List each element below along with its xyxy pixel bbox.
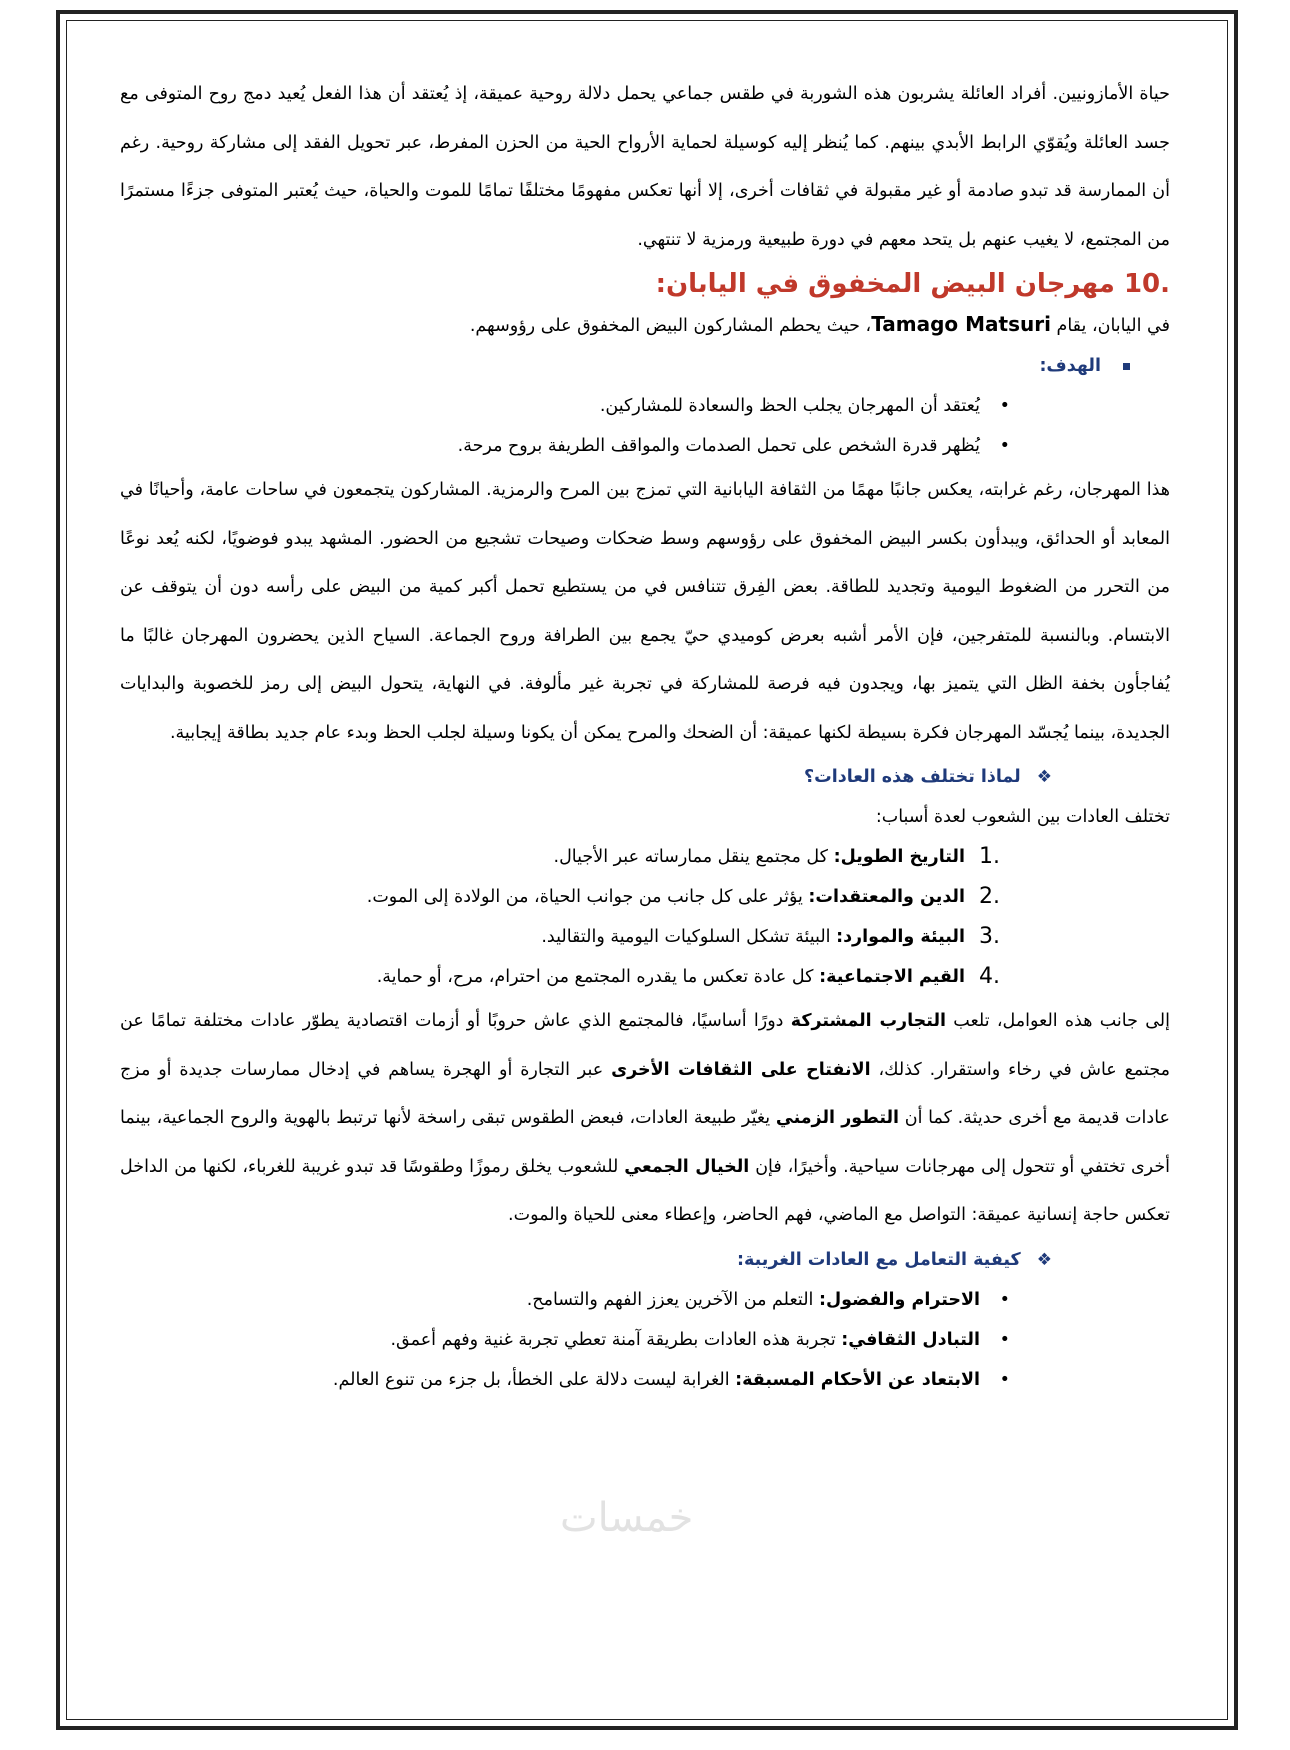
- paragraph-festival: هذا المهرجان، رغم غرابته، يعكس جانبًا مهمًا من الثقافة اليابانية التي تمزج بين المرح والرمزية. المشاركون يتجمعون في ساحات عامة، وأحيانًا في المعابد أو الحدائق، ويبدأون بكسر البيض المخفوق على رؤوسهم وسط ضحكات وصيحات تشجيع من الحضور. المشهد يبدو فوضويًا، لكنه يُعد نوعًا من التحرر من الضغوط اليومية وتجديد للطاقة. بعض الفِرق تتنافس في من يستطيع تحمل أكبر كمية من البيض على رأسه دون أن يتوقف عن الابتسام. وبالنسبة للمتفرجين، فإن الأمر أشبه بعرض كوميدي حيّ يجمع بين الطرافة وروح الجماعة. السياح الذين يحضرون المهرجان غالبًا ما يُفاجأون بخفة الظل التي يتميز بها، ويجدون فيه فرصة للمشاركة في تجربة غير مألوفة. في النهاية، يتحول البيض إلى رمز للخصوبة والبدايات الجديدة، بينما يُجسّد المهرجان فكرة بسيطة لكنها عميقة: أن الضحك والمرح يمكن أن يكونا وسيلة لجلب الحظ وبدء عام جديد بطاقة إيجابية.: [120, 480, 1170, 743]
- intro-text-start: في اليابان، يقام: [1050, 316, 1170, 336]
- item-number: 3.: [979, 924, 1000, 949]
- section-10-heading: [120, 264, 1170, 304]
- bold-term: التطور الزمني: [775, 1108, 900, 1128]
- text-run: إلى جانب هذه العوامل، تلعب: [946, 1011, 1170, 1031]
- item-label: البيئة والموارد:: [836, 927, 965, 947]
- bullet-icon: •: [999, 396, 1010, 416]
- item-label: التاريخ الطويل:: [833, 847, 965, 867]
- list-item: [120, 1360, 1170, 1400]
- square-bullet-icon: [1123, 363, 1130, 370]
- item-number: 2.: [979, 884, 1000, 909]
- text-run: عبر التجارة أو الهجرة يساهم في إدخال ممارسات جديدة أو مزج عادات قديمة مع أخرى حديثة. كما أن: [120, 1059, 1170, 1128]
- list-item: [120, 386, 1170, 426]
- list-item: [120, 1320, 1170, 1360]
- item-label: التبادل الثقافي:: [841, 1329, 980, 1350]
- diamond-bullet-icon: ❖: [1036, 1249, 1052, 1270]
- item-text: التعلم من الآخرين يعزز الفهم والتسامح.: [526, 1289, 819, 1310]
- bullet-icon: •: [999, 1289, 1010, 1310]
- why-intro: تختلف العادات بين الشعوب لعدة أسباب:: [875, 807, 1170, 827]
- watermark-logo: خمسات: [560, 1495, 694, 1541]
- bold-term: الخيال الجمعي: [624, 1156, 750, 1177]
- paragraph-factors: [120, 997, 1170, 1240]
- item-text: تجربة هذه العادات بطريقة آمنة تعطي تجربة غنية وفهم أعمق.: [390, 1329, 842, 1350]
- list-item: [120, 877, 1170, 917]
- goal-text: يُعتقد أن المهرجان يجلب الحظ والسعادة للمشاركين.: [599, 396, 980, 416]
- list-item: [120, 917, 1170, 957]
- item-number: 1.: [979, 844, 1000, 869]
- list-item: [120, 837, 1170, 877]
- document-body: [120, 70, 1170, 1400]
- section-title: مهرجان البيض المخفوق في اليابان:: [655, 269, 1115, 299]
- item-text: كل مجتمع ينقل ممارساته عبر الأجيال.: [553, 847, 834, 867]
- why-title: لماذا تختلف هذه العادات؟: [803, 767, 1021, 787]
- bold-term: التجارب المشتركة: [790, 1011, 947, 1031]
- goal-text: يُظهر قدرة الشخص على تحمل الصدمات والمواقف الطريفة بروح مرحة.: [457, 436, 980, 456]
- section-10-intro: [120, 304, 1170, 346]
- festival-name: Tamago Matsuri: [871, 312, 1051, 336]
- bullet-icon: •: [999, 1369, 1010, 1390]
- paragraph-amazon: حياة الأمازونيين. أفراد العائلة يشربون هذه الشوربة في طقس جماعي يحمل دلالة روحية عميقة، إذ يُعتقد أن هذا الفعل يُعيد دمج روح المتوفى مع جسد العائلة ويُقوّي الرابط الأبدي بينهم. كما يُنظر إليه كوسيلة لحماية الأرواح الحية من الحزن المفرط، عبر تحويل الفقد إلى مشاركة روحية. رغم أن الممارسة قد تبدو صادمة أو غير مقبولة في ثقافات أخرى، إلا أنها تعكس مفهومًا مختلفًا تمامًا للموت والحياة، حيث يُعتبر المتوفى جزءًا مستمرًا من المجتمع، لا يغيب عنهم بل يتحد معهم في دورة طبيعية ورمزية لا تنتهي.: [120, 84, 1170, 250]
- how-list: [120, 1280, 1170, 1400]
- item-label: القيم الاجتماعية:: [819, 967, 965, 987]
- bullet-icon: •: [999, 436, 1010, 456]
- section-number: 10.: [1123, 269, 1170, 299]
- list-item: [120, 1280, 1170, 1320]
- item-text: البيئة تشكل السلوكيات اليومية والتقاليد.: [541, 927, 837, 947]
- how-title: كيفية التعامل مع العادات الغريبة:: [737, 1249, 1021, 1270]
- bold-term: الانفتاح على الثقافات الأخرى: [611, 1059, 871, 1080]
- item-number: 4.: [979, 964, 1000, 989]
- reasons-list: [120, 837, 1170, 997]
- item-label: الابتعاد عن الأحكام المسبقة:: [735, 1369, 980, 1390]
- text-run: للشعوب يخلق رموزًا وطقوسًا قد تبدو غريبة للغرباء، لكنها من الداخل تعكس حاجة إنسانية عميقة: التواصل مع الماضي، فهم الحاضر، وإعطاء معنى للحياة والموت.: [120, 1156, 1170, 1225]
- item-text: يؤثر على كل جانب من جوانب الحياة، من الولادة إلى الموت.: [366, 887, 809, 907]
- diamond-bullet-icon: ❖: [1036, 767, 1052, 787]
- list-item: [120, 957, 1170, 997]
- goal-heading: [120, 346, 1170, 386]
- list-item: [120, 426, 1170, 466]
- text-run: دورًا أساسيًا، فالمجتمع الذي عاش حروبًا أو أزمات اقتصادية يطوّر عادات مختلفة تمامًا عن مجتمع عاش في رخاء واستقرار. كذلك،: [120, 1011, 1170, 1080]
- item-label: الدين والمعتقدات:: [808, 887, 965, 907]
- goal-label: الهدف:: [1039, 356, 1101, 376]
- item-text: الغرابة ليست دلالة على الخطأ، بل جزء من تنوع العالم.: [332, 1369, 736, 1390]
- bullet-icon: •: [999, 1329, 1010, 1350]
- item-text: كل عادة تعكس ما يقدره المجتمع من احترام، مرح، أو حماية.: [376, 967, 820, 987]
- how-heading: [120, 1240, 1170, 1280]
- why-heading: [120, 757, 1170, 797]
- goal-list: [120, 386, 1170, 466]
- text-run: يغيّر طبيعة العادات، فبعض الطقوس تبقى راسخة لأنها ترتبط بالهوية والروح الجماعية، بينما أخرى تختفي أو تتحول إلى مهرجانات سياحية. وأخيرًا، فإن: [120, 1108, 1170, 1177]
- item-label: الاحترام والفضول:: [818, 1289, 980, 1310]
- intro-text-end: ، حيث يحطم المشاركون البيض المخفوق على رؤوسهم.: [469, 316, 872, 336]
